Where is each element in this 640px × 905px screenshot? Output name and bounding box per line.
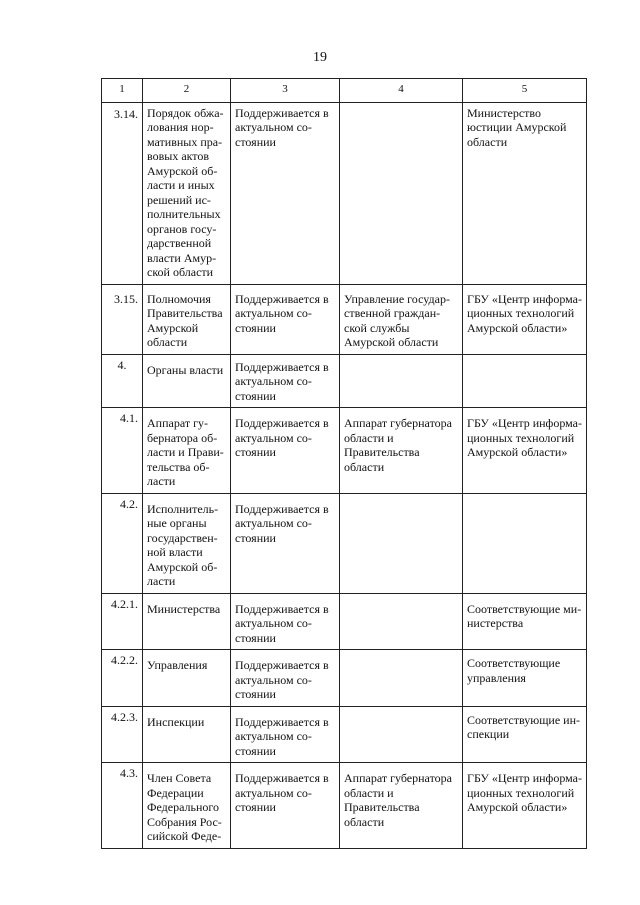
row-source: Соответствующие ми- нистерства bbox=[463, 593, 587, 650]
column-header: 3 bbox=[231, 79, 340, 103]
row-name: Аппарат гу- бернатора об- ласти и Прави- тельства об- ласти bbox=[143, 408, 231, 494]
row-status: Поддерживается в актуальном со- стоянии bbox=[231, 493, 340, 593]
row-number: 4.2.3. bbox=[102, 706, 143, 763]
row-number: 3.15. bbox=[102, 284, 143, 354]
row-name: Министерства bbox=[143, 593, 231, 650]
table-row bbox=[102, 354, 587, 408]
row-name: Порядок обжа- лования нор- мативных пра- вовых актов Амурской об- ласти и иных решений ис- полнительных органов госу- дарственной власти Амур- ской области bbox=[143, 102, 231, 284]
table-row bbox=[102, 284, 587, 354]
row-status: Поддерживается в актуальном со- стоянии bbox=[231, 284, 340, 354]
row-name: Управления bbox=[143, 650, 231, 707]
row-responsible bbox=[340, 102, 463, 284]
table-row bbox=[102, 493, 587, 593]
table-row bbox=[102, 102, 587, 284]
row-source bbox=[463, 493, 587, 593]
row-responsible bbox=[340, 354, 463, 408]
row-number: 3.14. bbox=[102, 102, 143, 284]
table-row bbox=[102, 650, 587, 707]
row-source: ГБУ «Центр информа- ционных технологий Амурской области» bbox=[463, 284, 587, 354]
row-source: Министерство юстиции Амурской области bbox=[463, 102, 587, 284]
row-responsible: Аппарат губернатора области и Правительства области bbox=[340, 408, 463, 494]
row-responsible: Аппарат губернатора области и Правительства области bbox=[340, 763, 463, 849]
column-header: 4 bbox=[340, 79, 463, 103]
row-number: 4.1. bbox=[102, 408, 143, 494]
row-status: Поддерживается в актуальном со- стоянии bbox=[231, 102, 340, 284]
row-name: Исполнитель- ные органы государствен- ной власти Амурской об- ласти bbox=[143, 493, 231, 593]
row-status: Поддерживается в актуальном со- стоянии bbox=[231, 408, 340, 494]
row-number: 4.2.1. bbox=[102, 593, 143, 650]
row-status: Поддерживается в актуальном со- стоянии bbox=[231, 650, 340, 707]
row-responsible: Управление государ- ственной граждан- ской службы Амурской области bbox=[340, 284, 463, 354]
document-table bbox=[101, 78, 587, 849]
row-status: Поддерживается в актуальном со- стоянии bbox=[231, 593, 340, 650]
row-responsible bbox=[340, 650, 463, 707]
row-number: 4.2.2. bbox=[102, 650, 143, 707]
row-responsible bbox=[340, 593, 463, 650]
row-name: Органы власти bbox=[143, 354, 231, 408]
row-responsible bbox=[340, 706, 463, 763]
row-status: Поддерживается в актуальном со- стоянии bbox=[231, 354, 340, 408]
row-responsible bbox=[340, 493, 463, 593]
column-header: 1 bbox=[102, 79, 143, 103]
row-number: 4. bbox=[102, 354, 143, 408]
row-name: Полномочия Правительства Амурской области bbox=[143, 284, 231, 354]
row-status: Поддерживается в актуальном со- стоянии bbox=[231, 763, 340, 849]
page-number: 19 bbox=[313, 50, 327, 65]
row-source: Соответствующие управления bbox=[463, 650, 587, 707]
row-source: ГБУ «Центр информа- ционных технологий Амурской области» bbox=[463, 763, 587, 849]
table-header-row bbox=[102, 79, 587, 103]
row-number: 4.2. bbox=[102, 493, 143, 593]
column-header: 2 bbox=[143, 79, 231, 103]
table-row bbox=[102, 408, 587, 494]
row-source bbox=[463, 354, 587, 408]
table-row bbox=[102, 763, 587, 849]
row-source: Соответствующие ин- спекции bbox=[463, 706, 587, 763]
row-number: 4.3. bbox=[102, 763, 143, 849]
table-row bbox=[102, 593, 587, 650]
column-header: 5 bbox=[463, 79, 587, 103]
table-row bbox=[102, 706, 587, 763]
row-status: Поддерживается в актуальном со- стоянии bbox=[231, 706, 340, 763]
row-name: Член Совета Федерации Федерального Собрания Рос- сийской Феде- bbox=[143, 763, 231, 849]
row-source: ГБУ «Центр информа- ционных технологий Амурской области» bbox=[463, 408, 587, 494]
row-name: Инспекции bbox=[143, 706, 231, 763]
